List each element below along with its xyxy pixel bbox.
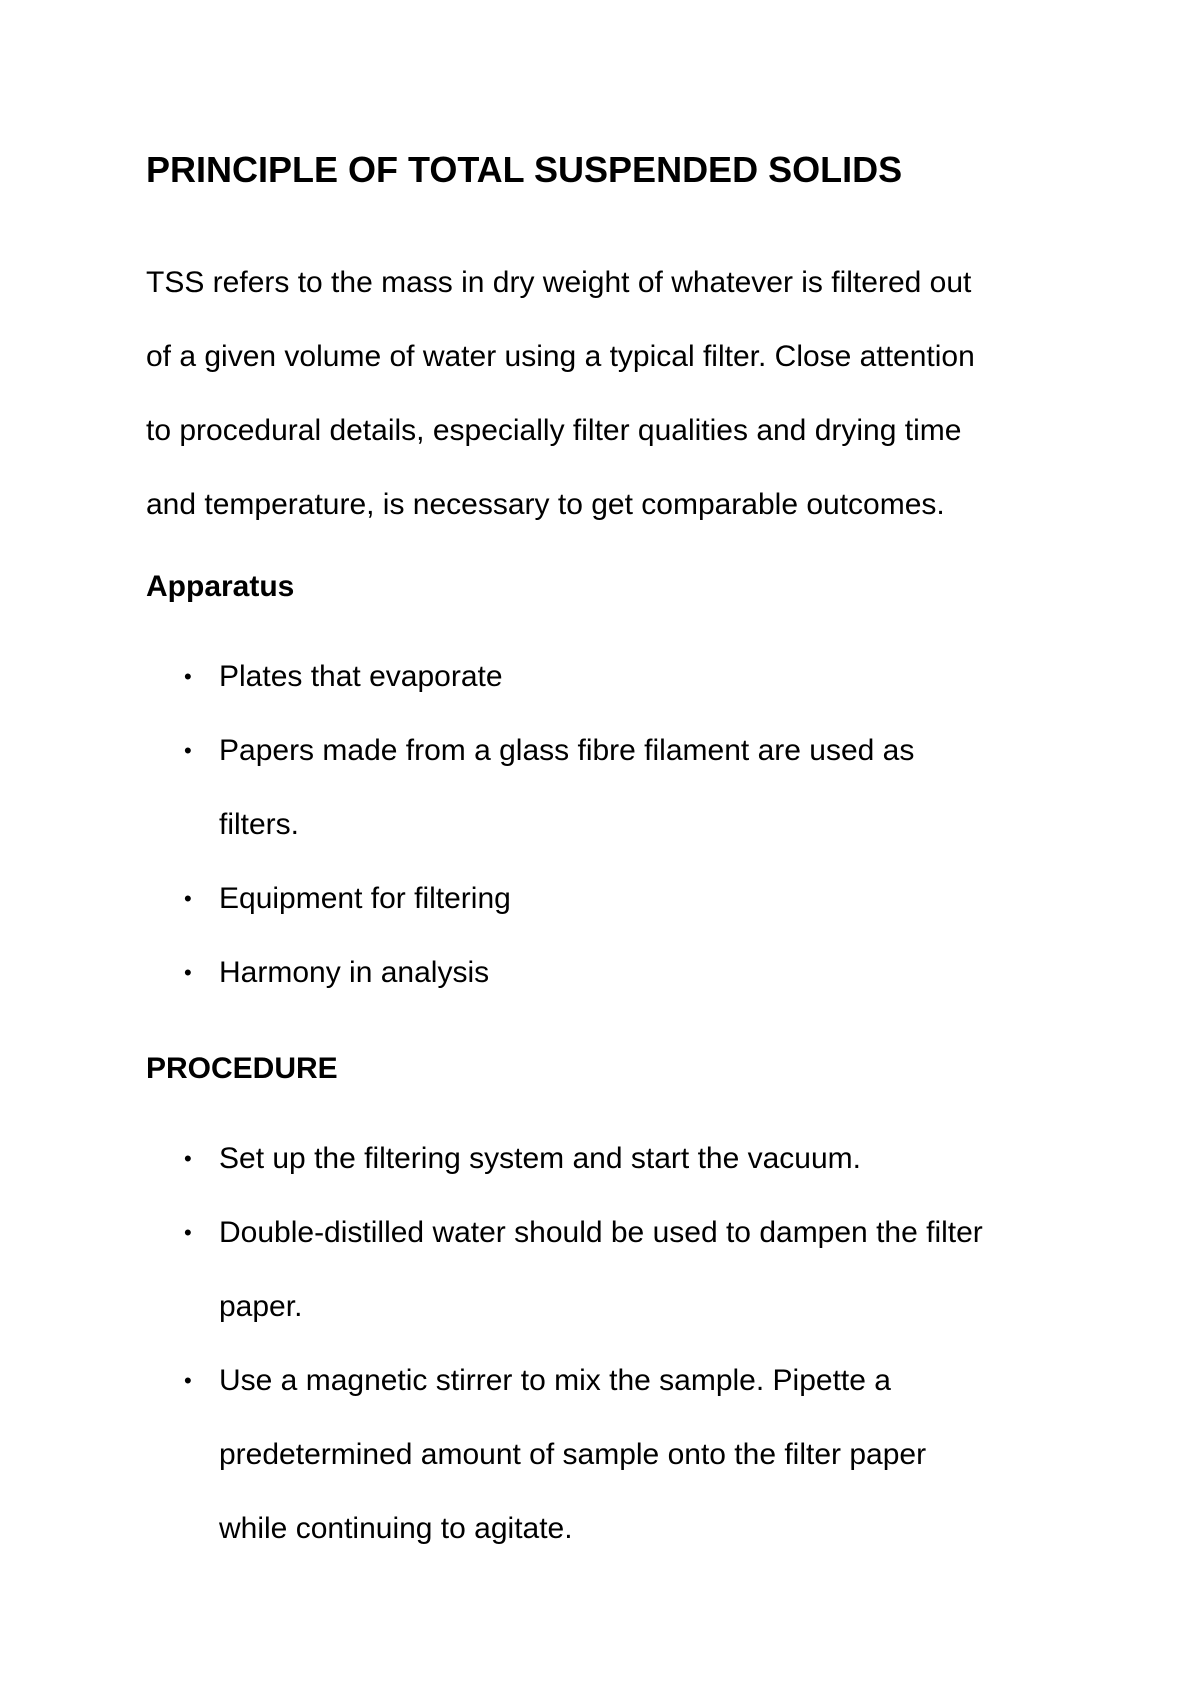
list-item-text [219, 936, 1099, 1010]
list-item [0, 640, 1200, 714]
list-item-line: Set up the filtering system and start the vacuum. [219, 1142, 861, 1175]
list-item [0, 1344, 1200, 1566]
list-item [0, 1122, 1200, 1196]
apparatus-list [0, 640, 1200, 1010]
bullet-icon: • [184, 738, 192, 763]
list-item-text [219, 1122, 1099, 1196]
procedure-heading: PROCEDURE [146, 1052, 338, 1085]
apparatus-heading: Apparatus [146, 570, 295, 603]
list-item-line: filters. [219, 808, 300, 841]
list-item-line: paper. [219, 1290, 303, 1323]
bullet-icon: • [184, 664, 192, 689]
document-title: PRINCIPLE OF TOTAL SUSPENDED SOLIDS [146, 149, 903, 190]
list-item-text [219, 714, 1099, 862]
list-item-text [219, 862, 1099, 936]
bullet-icon: • [184, 960, 192, 985]
list-item [0, 862, 1200, 936]
list-item-line: Plates that evaporate [219, 660, 503, 693]
list-item [0, 936, 1200, 1010]
list-item [0, 1196, 1200, 1344]
list-item-line: Papers made from a glass fibre filament are used as [219, 734, 915, 767]
bullet-icon: • [184, 1146, 192, 1171]
list-item-line: Use a magnetic stirrer to mix the sample. Pipette a [219, 1364, 891, 1397]
list-item-line: Harmony in analysis [219, 956, 490, 989]
list-item-line: Double-distilled water should be used to dampen the filter [219, 1216, 983, 1249]
list-item-line: predetermined amount of sample onto the filter paper [219, 1438, 927, 1471]
list-item-text [219, 1344, 1099, 1566]
list-item-text [219, 640, 1099, 714]
list-item [0, 714, 1200, 862]
intro-paragraph [146, 246, 1076, 542]
bullet-icon: • [184, 886, 192, 911]
list-item-line: while continuing to agitate. [219, 1512, 573, 1545]
procedure-list [0, 1122, 1200, 1566]
intro-line: and temperature, is necessary to get comparable outcomes. [146, 488, 945, 521]
intro-line: TSS refers to the mass in dry weight of whatever is filtered out [146, 266, 972, 299]
list-item-line: Equipment for filtering [219, 882, 511, 915]
intro-line: to procedural details, especially filter qualities and drying time [146, 414, 962, 447]
bullet-icon: • [184, 1220, 192, 1245]
bullet-icon: • [184, 1368, 192, 1393]
intro-line: of a given volume of water using a typical filter. Close attention [146, 340, 975, 373]
list-item-text [219, 1196, 1099, 1344]
